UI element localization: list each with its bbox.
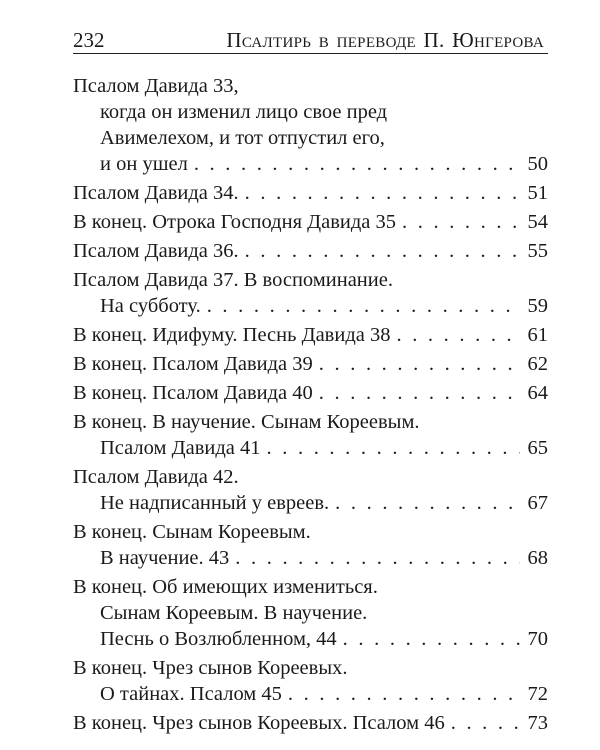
toc-entry-line: Псалом Давида 33,	[73, 75, 239, 97]
dot-leader	[396, 209, 520, 235]
dot-leader	[261, 435, 520, 461]
toc-entry-line	[73, 490, 548, 516]
page-number: 232	[73, 28, 105, 52]
toc-entry-line	[73, 681, 548, 707]
toc-entry-title: В конец. Идифуму. Песнь Давида 38	[73, 324, 391, 346]
toc-entry-line: Псалом Давида 37. В воспоминание.	[73, 269, 393, 291]
toc-page-number: 65	[527, 437, 548, 459]
toc-page-number: 59	[527, 295, 548, 317]
running-title: Псалтирь в переводе П. Юнгерова	[226, 28, 544, 52]
toc-entry	[73, 655, 548, 707]
dot-leader	[445, 710, 520, 736]
toc-page-number: 55	[527, 240, 548, 262]
toc-entry-title: и он ушел	[100, 153, 188, 175]
toc-entry-line	[73, 626, 548, 652]
toc-entry-line	[73, 180, 548, 206]
toc-entry	[73, 574, 548, 652]
toc-page-number: 54	[527, 211, 548, 233]
toc-entry-line: Сынам Кореевым. В научение.	[100, 602, 368, 624]
toc-entry-title: Песнь о Возлюбленном, 44	[100, 628, 337, 650]
toc-entry	[73, 180, 548, 206]
toc-entry-line: Псалом Давида 42.	[73, 466, 239, 488]
toc-entry-line: когда он изменил лицо свое пред	[100, 101, 388, 123]
toc-entry-line: Авимелехом, и тот отпустил его,	[100, 127, 385, 149]
toc-entry-line: В конец. Об имеющих измениться.	[73, 576, 378, 598]
dot-leader	[188, 151, 520, 177]
toc-entry-title: В конец. Псалом Давида 40	[73, 382, 313, 404]
toc-page-number: 73	[527, 712, 548, 734]
toc-entry-line	[73, 293, 548, 319]
toc-page-number: 62	[527, 353, 548, 375]
toc-entry-line	[73, 322, 548, 348]
toc-entry-line	[73, 710, 548, 736]
toc-entry	[73, 322, 548, 348]
toc-entry	[73, 73, 548, 177]
toc-page-number: 50	[527, 153, 548, 175]
dot-leader	[239, 238, 520, 264]
toc-entry-line	[73, 351, 548, 377]
table-of-contents	[73, 73, 548, 739]
toc-page-number: 51	[527, 182, 548, 204]
toc-entry-line	[73, 380, 548, 406]
dot-leader	[239, 180, 520, 206]
page-header	[73, 27, 548, 54]
toc-entry-title: Псалом Давида 41	[100, 437, 261, 459]
toc-entry	[73, 409, 548, 461]
toc-entry	[73, 380, 548, 406]
toc-entry	[73, 267, 548, 319]
toc-page-number: 67	[527, 492, 548, 514]
toc-entry-title: В научение. 43	[100, 547, 230, 569]
dot-leader	[229, 545, 520, 571]
toc-entry-title: О тайнах. Псалом 45	[100, 683, 282, 705]
toc-entry-line	[73, 238, 548, 264]
toc-entry	[73, 209, 548, 235]
toc-entry-line	[73, 209, 548, 235]
dot-leader	[313, 351, 520, 377]
toc-page-number: 68	[527, 547, 548, 569]
toc-entry	[73, 351, 548, 377]
toc-entry-line	[73, 545, 548, 571]
toc-entry	[73, 238, 548, 264]
toc-entry-line	[73, 151, 548, 177]
toc-entry-title: В конец. Псалом Давида 39	[73, 353, 313, 375]
toc-entry	[73, 464, 548, 516]
toc-page-number: 70	[527, 628, 548, 650]
toc-page-number: 72	[527, 683, 548, 705]
toc-entry	[73, 710, 548, 736]
toc-entry-title: Не надписанный у евреев.	[100, 492, 330, 514]
dot-leader	[329, 490, 520, 516]
dot-leader	[390, 322, 520, 348]
dot-leader	[313, 380, 520, 406]
toc-entry-title: Псалом Давида 34.	[73, 182, 239, 204]
toc-page-number: 64	[527, 382, 548, 404]
toc-entry-title: На субботу.	[100, 295, 201, 317]
toc-entry-line	[73, 435, 548, 461]
toc-entry	[73, 519, 548, 571]
toc-entry-line: В конец. Чрез сынов Кореевых.	[73, 657, 348, 679]
toc-entry-line: В конец. В научение. Сынам Кореевым.	[73, 411, 420, 433]
toc-entry-title: В конец. Чрез сынов Кореевых. Псалом 46	[73, 712, 445, 734]
toc-entry-line: В конец. Сынам Кореевым.	[73, 521, 311, 543]
dot-leader	[201, 293, 520, 319]
toc-page-number: 61	[527, 324, 548, 346]
toc-entry-title: В конец. Отрока Господня Давида 35	[73, 211, 397, 233]
dot-leader	[282, 681, 520, 707]
dot-leader	[337, 626, 520, 652]
toc-entry-title: Псалом Давида 36.	[73, 240, 239, 262]
